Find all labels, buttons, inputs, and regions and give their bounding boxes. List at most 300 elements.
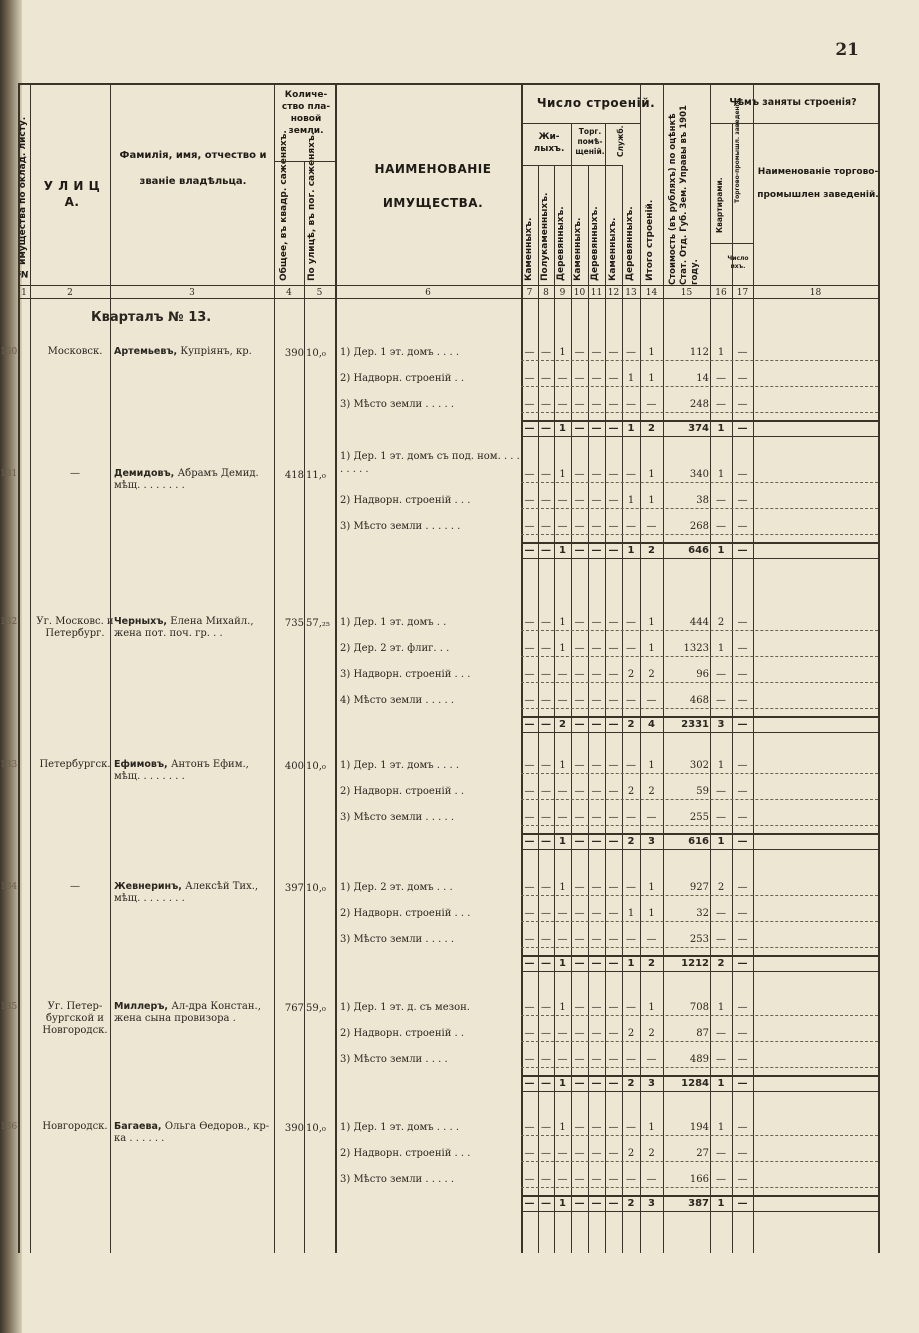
count-c17: — [737, 934, 748, 945]
column-number: 3 [189, 288, 195, 298]
value-c15: 14 [696, 373, 709, 384]
count-c16: 1 [717, 1002, 725, 1013]
header-c8: Полукаменныхъ. [540, 192, 550, 281]
count-c11: — [591, 1148, 602, 1159]
count-c8: — [541, 495, 551, 506]
count-c16: 1 [717, 423, 725, 434]
owner-name [114, 881, 274, 905]
owner-details: Елена Михайл., жена пот. поч. гр. . . [114, 616, 254, 639]
left-border [18, 83, 20, 1253]
column-number: 11 [590, 288, 603, 298]
count-c10: — [574, 1122, 585, 1133]
count-c13: — [626, 347, 636, 358]
count-c16: — [716, 669, 726, 680]
count-c14: 2 [648, 1148, 655, 1159]
subtotal-bottom-rule [521, 849, 878, 850]
count-c12: — [608, 347, 619, 358]
count-c14: 2 [648, 958, 655, 969]
count-c12: — [608, 617, 619, 628]
column-number: 18 [809, 288, 822, 298]
count-c8: — [541, 423, 551, 434]
count-c7: — [524, 908, 535, 919]
owner-details: Купріянъ, кр. [180, 346, 252, 357]
header-c10: Каменныхъ. [573, 217, 583, 281]
row-rule [521, 799, 878, 800]
count-c7: — [524, 617, 535, 628]
header-c7: Каменныхъ. [524, 217, 534, 281]
property-item: 3) Мѣсто земли . . . . . . [340, 521, 461, 532]
count-c7: — [524, 1054, 535, 1065]
row-rule [521, 895, 878, 896]
count-c12: — [608, 934, 619, 945]
count-c7: — [524, 719, 535, 730]
count-c7: — [524, 1198, 535, 1209]
record-number: 133 [0, 760, 18, 770]
count-c10: — [574, 958, 585, 969]
count-c8: — [541, 1122, 551, 1133]
count-c7: — [524, 373, 535, 384]
property-col-rule [335, 83, 337, 1253]
land-frontage: 11,₀ [306, 470, 326, 481]
count-c9: — [557, 1148, 568, 1159]
column-rule [538, 165, 539, 1253]
count-c8: — [541, 695, 551, 706]
count-c16: 1 [717, 469, 725, 480]
count-c16: — [716, 812, 726, 823]
count-c17: — [737, 1028, 748, 1039]
count-c11: — [591, 1002, 602, 1013]
street-name: Уг. Петер- бургской и Новгородск. [42, 1001, 108, 1036]
count-c17: — [737, 423, 748, 434]
count-c9: — [557, 495, 568, 506]
subtotal-rule [521, 716, 878, 718]
count-c13: — [626, 521, 636, 532]
count-c10: — [574, 1078, 585, 1089]
column-rule [30, 83, 31, 1253]
count-c16: — [716, 1028, 726, 1039]
land-area: 735 [284, 618, 304, 629]
owner-surname: Жевнеринъ, [114, 881, 186, 892]
count-c11: — [591, 669, 602, 680]
count-c10: — [574, 1028, 585, 1039]
count-c11: — [591, 786, 602, 797]
count-c8: — [541, 719, 551, 730]
header-bottom-rule [18, 285, 880, 286]
count-c10: — [574, 643, 585, 654]
count-c17: — [737, 908, 748, 919]
count-c7: — [524, 934, 535, 945]
count-c16: 1 [717, 643, 725, 654]
count-c9: 1 [559, 545, 566, 556]
count-c10: — [574, 347, 585, 358]
column-number: 16 [715, 288, 727, 298]
count-c9: 1 [559, 882, 566, 893]
street-name: Новгородск. [42, 1121, 108, 1132]
value-c15: 253 [689, 934, 709, 945]
column-number: 12 [607, 288, 620, 298]
property-item: 1) Дер. 1 эт. домъ . . [340, 617, 447, 628]
count-c7: — [524, 958, 535, 969]
value-c15: 646 [688, 545, 709, 556]
record-number: 135 [0, 1002, 18, 1012]
count-c11: — [591, 347, 602, 358]
count-c17: — [737, 1148, 748, 1159]
count-c12: — [608, 786, 619, 797]
column-number: 2 [67, 288, 73, 298]
property-item: 1) Дер. 1 эт. домъ . . . . [340, 760, 460, 771]
count-c13: 1 [627, 373, 635, 384]
value-c15: 255 [689, 812, 709, 823]
count-c10: — [574, 399, 585, 410]
header-street: У Л И Ц А. [43, 179, 101, 210]
table-top-border [18, 83, 880, 85]
property-item: 2) Надворн. строеній . . . [340, 495, 471, 506]
column-rule [274, 83, 275, 1253]
count-c12: — [608, 1148, 619, 1159]
count-c9: — [557, 399, 568, 410]
value-c15: 616 [688, 836, 709, 847]
count-c8: — [541, 617, 551, 628]
count-c11: — [591, 469, 602, 480]
column-number: 14 [645, 288, 658, 298]
header-c13: Деревянныхъ. [625, 206, 635, 281]
count-c13: — [626, 812, 636, 823]
header-trade: Торг. помѣ- щеній. [575, 127, 605, 157]
count-c7: — [524, 669, 535, 680]
count-c16: — [716, 1174, 726, 1185]
count-c10: — [574, 495, 585, 506]
count-c10: — [574, 882, 585, 893]
right-border [878, 83, 880, 1253]
column-number: 5 [316, 288, 323, 298]
property-item: 1) Дер. 1 эт. домъ . . . . [340, 347, 460, 358]
count-c8: — [541, 1148, 551, 1159]
count-c14: 2 [648, 1028, 655, 1039]
count-c12: — [608, 521, 619, 532]
land-frontage: 10,₀ [306, 761, 326, 772]
count-c7: — [524, 882, 535, 893]
count-c7: — [524, 423, 535, 434]
row-rule [521, 656, 878, 657]
count-c14: 1 [648, 643, 655, 654]
count-c14: 2 [648, 786, 655, 797]
count-c17: — [737, 1122, 748, 1133]
count-c10: — [574, 669, 585, 680]
count-c10: — [574, 786, 585, 797]
count-c7: — [524, 399, 535, 410]
count-c9: — [557, 812, 568, 823]
count-c16: 2 [717, 882, 725, 893]
count-c14: 2 [648, 545, 655, 556]
owner-name [114, 1121, 274, 1145]
property-item: 4) Мѣсто земли . . . . . [340, 695, 454, 706]
count-c16: 1 [717, 545, 725, 556]
count-c9: 1 [559, 423, 566, 434]
count-c12: — [608, 1078, 619, 1089]
count-c16: — [716, 695, 726, 706]
count-c10: — [574, 1174, 585, 1185]
count-c7: — [524, 836, 535, 847]
owner-details: Антонъ Ефим., мѣщ. . . . . . . . [114, 759, 249, 782]
count-c11: — [591, 1198, 602, 1209]
subtotal-rule [521, 1075, 878, 1077]
land-area: 418 [284, 470, 304, 481]
count-c14: — [646, 1054, 657, 1065]
value-c15: 444 [689, 617, 709, 628]
row-rule [521, 825, 878, 826]
count-c12: — [608, 669, 619, 680]
count-c12: — [608, 423, 619, 434]
column-number: 7 [526, 288, 533, 298]
owner-details: Алексѣй Тих., мѣщ. . . . . . . . [114, 881, 259, 904]
count-c14: 1 [648, 469, 655, 480]
count-c11: — [591, 958, 602, 969]
column-rule [588, 165, 589, 1253]
count-c11: — [591, 760, 602, 771]
street-name: Петербургск. [39, 759, 111, 770]
count-c16: 1 [717, 1078, 725, 1089]
count-c8: — [541, 347, 551, 358]
count-c7: — [524, 695, 535, 706]
count-c17: — [737, 1198, 748, 1209]
count-c17: — [737, 1174, 748, 1185]
count-c12: — [608, 958, 619, 969]
count-c12: — [608, 1174, 619, 1185]
row-rule [521, 921, 878, 922]
count-c7: — [524, 812, 535, 823]
column-number: 13 [625, 288, 637, 298]
count-c13: 2 [627, 1148, 635, 1159]
count-c12: — [608, 882, 619, 893]
count-c9: 1 [559, 617, 566, 628]
count-c13: — [626, 1174, 636, 1185]
count-c13: 2 [627, 1198, 635, 1209]
property-item: 1) Дер. 1 эт. д. съ мезон. [340, 1002, 470, 1013]
count-c13: 2 [627, 669, 635, 680]
count-c17: — [737, 643, 748, 654]
value-c15: 927 [689, 882, 709, 893]
count-c16: 1 [717, 347, 725, 358]
count-c16: 1 [717, 836, 725, 847]
count-c11: — [591, 545, 602, 556]
column-rule [753, 83, 754, 1253]
count-c14: 4 [648, 719, 655, 730]
count-c14: 3 [648, 836, 655, 847]
header-c12: Каменныхъ. [608, 217, 618, 281]
quarter-title: Кварталъ № 13. [91, 310, 212, 325]
count-c8: — [541, 669, 551, 680]
land-frontage: 10,₀ [306, 348, 326, 359]
count-c8: — [541, 1054, 551, 1065]
count-c16: — [716, 786, 726, 797]
count-c10: — [574, 760, 585, 771]
property-item: 2) Надворн. строеній . . [340, 786, 465, 797]
header-c11: Деревянныхъ. [590, 206, 600, 281]
count-c11: — [591, 882, 602, 893]
header-c15: Стоимость (въ рубляхъ) по оцѣнкѣ Стат. Отд. Губ. Зем. Управы въ 1901 году. [668, 105, 700, 285]
subtotal-rule [521, 833, 878, 835]
property-item: 2) Дер. 2 эт. флиг. . . [340, 643, 450, 654]
subtotal-bottom-rule [521, 558, 878, 559]
land-area: 397 [284, 883, 304, 894]
count-c13: — [626, 643, 636, 654]
colnum-bottom-rule [18, 298, 880, 299]
row-rule [521, 682, 878, 683]
owner-name [114, 759, 274, 783]
count-c9: 1 [559, 1002, 566, 1013]
land-frontage: 59,₀ [306, 1003, 326, 1014]
count-c11: — [591, 423, 602, 434]
land-area: 400 [284, 761, 304, 772]
count-c8: — [541, 1028, 551, 1039]
count-c9: — [557, 521, 568, 532]
count-c12: — [608, 1002, 619, 1013]
value-c15: 708 [689, 1002, 709, 1013]
column-rule [554, 165, 555, 1253]
count-c9: 1 [559, 836, 566, 847]
land-area: 390 [284, 348, 304, 359]
property-item: 1) Дер. 2 эт. домъ . . . [340, 882, 453, 893]
count-c14: — [646, 695, 657, 706]
count-c11: — [591, 1028, 602, 1039]
owner-details: Ал-дра Констан., жена сына провизора . [114, 1001, 261, 1024]
count-c8: — [541, 934, 551, 945]
count-c11: — [591, 617, 602, 628]
count-c17: — [737, 1078, 748, 1089]
record-number: 134 [0, 882, 18, 892]
count-c14: — [646, 521, 657, 532]
value-c15: 27 [696, 1148, 709, 1159]
subtotal-rule [521, 1195, 878, 1197]
count-c14: 3 [648, 1078, 655, 1089]
row-rule [521, 773, 878, 774]
header-buildings-count: Число строеній. [536, 96, 656, 110]
count-c14: 1 [648, 1002, 655, 1013]
count-c14: 3 [648, 1198, 655, 1209]
count-c12: — [608, 545, 619, 556]
count-c12: — [608, 1028, 619, 1039]
count-c12: — [608, 643, 619, 654]
header-c14: Итого строеній. [645, 199, 655, 281]
count-c14: 1 [648, 1122, 655, 1133]
property-item: 2) Надворн. строеній . . [340, 373, 465, 384]
count-c7: — [524, 495, 535, 506]
owner-surname: Миллеръ, [114, 1001, 172, 1012]
count-c17: — [737, 373, 748, 384]
count-c16: — [716, 521, 726, 532]
header-frontage: По улицѣ, въ пог. саженяхъ. [307, 131, 317, 281]
count-c10: — [574, 423, 585, 434]
count-c13: — [626, 399, 636, 410]
count-c16: — [716, 1054, 726, 1065]
count-c9: — [557, 669, 568, 680]
subtotal-rule [521, 420, 878, 422]
count-c9: — [557, 908, 568, 919]
row-rule [521, 360, 878, 361]
header-property: НАИМЕНОВАНІЕ ИМУЩЕСТВА. [374, 162, 492, 210]
record-number: 136 [0, 1122, 18, 1132]
land-area: 390 [284, 1123, 304, 1134]
count-c14: — [646, 934, 657, 945]
header-land: Количе- ство пла- новой земли. [281, 90, 331, 137]
count-c11: — [591, 399, 602, 410]
header-owner: Фамилія, имя, отчество и званіе владѣльца. [119, 150, 267, 187]
owner-surname: Черныхъ, [114, 616, 171, 627]
count-c14: 1 [648, 617, 655, 628]
count-c9: 1 [559, 1198, 566, 1209]
row-rule [521, 630, 878, 631]
count-c10: — [574, 695, 585, 706]
header-c17: Торгово-промышл. заведенія. [734, 98, 741, 203]
count-c17: — [737, 1054, 748, 1065]
count-c9: — [557, 786, 568, 797]
count-c8: — [541, 643, 551, 654]
row-rule [521, 1041, 878, 1042]
count-c13: — [626, 882, 636, 893]
count-c7: — [524, 1028, 535, 1039]
count-c17: — [737, 545, 748, 556]
value-c15: 1212 [681, 958, 709, 969]
count-c10: — [574, 469, 585, 480]
value-c15: 96 [696, 669, 709, 680]
count-c12: — [608, 495, 619, 506]
count-c10: — [574, 1198, 585, 1209]
count-c11: — [591, 836, 602, 847]
count-c14: 1 [648, 495, 655, 506]
subtotal-bottom-rule [521, 732, 878, 733]
street-name: Уг. Московс. и Петербург. [36, 616, 114, 639]
count-c13: 2 [627, 786, 635, 797]
count-c9: — [557, 934, 568, 945]
header-c16: Квартирами. [715, 177, 724, 233]
count-c8: — [541, 399, 551, 410]
count-c13: — [626, 1002, 636, 1013]
page-number: 21 [835, 40, 859, 60]
count-c11: — [591, 1078, 602, 1089]
count-c17: — [737, 836, 748, 847]
owner-surname: Артемьевъ, [114, 346, 181, 357]
count-c13: — [626, 695, 636, 706]
count-c11: — [591, 812, 602, 823]
count-c16: 1 [717, 1122, 725, 1133]
count-c10: — [574, 934, 585, 945]
column-number: 10 [573, 288, 586, 298]
count-c13: 1 [627, 908, 635, 919]
count-c14: — [646, 1174, 657, 1185]
column-number: 8 [543, 288, 549, 298]
count-c10: — [574, 521, 585, 532]
value-c15: 166 [689, 1174, 709, 1185]
owner-surname: Демидовъ, [114, 468, 178, 479]
count-c11: — [591, 908, 602, 919]
count-c11: — [591, 373, 602, 384]
count-c8: — [541, 373, 551, 384]
value-c15: 340 [689, 469, 709, 480]
count-c7: — [524, 469, 535, 480]
count-c12: — [608, 812, 619, 823]
record-number: 130 [0, 347, 18, 357]
value-c15: 112 [689, 347, 709, 358]
subtotal-bottom-rule [521, 1211, 878, 1212]
count-c11: — [591, 934, 602, 945]
header-use: Чѣмъ заняты строенія? [729, 97, 857, 108]
property-item: 3) Мѣсто земли . . . . . [340, 812, 454, 823]
owner-name [114, 346, 274, 358]
row-rule [521, 947, 878, 948]
count-c17: — [737, 812, 748, 823]
count-c9: 2 [559, 719, 566, 730]
column-rule [640, 83, 641, 1253]
